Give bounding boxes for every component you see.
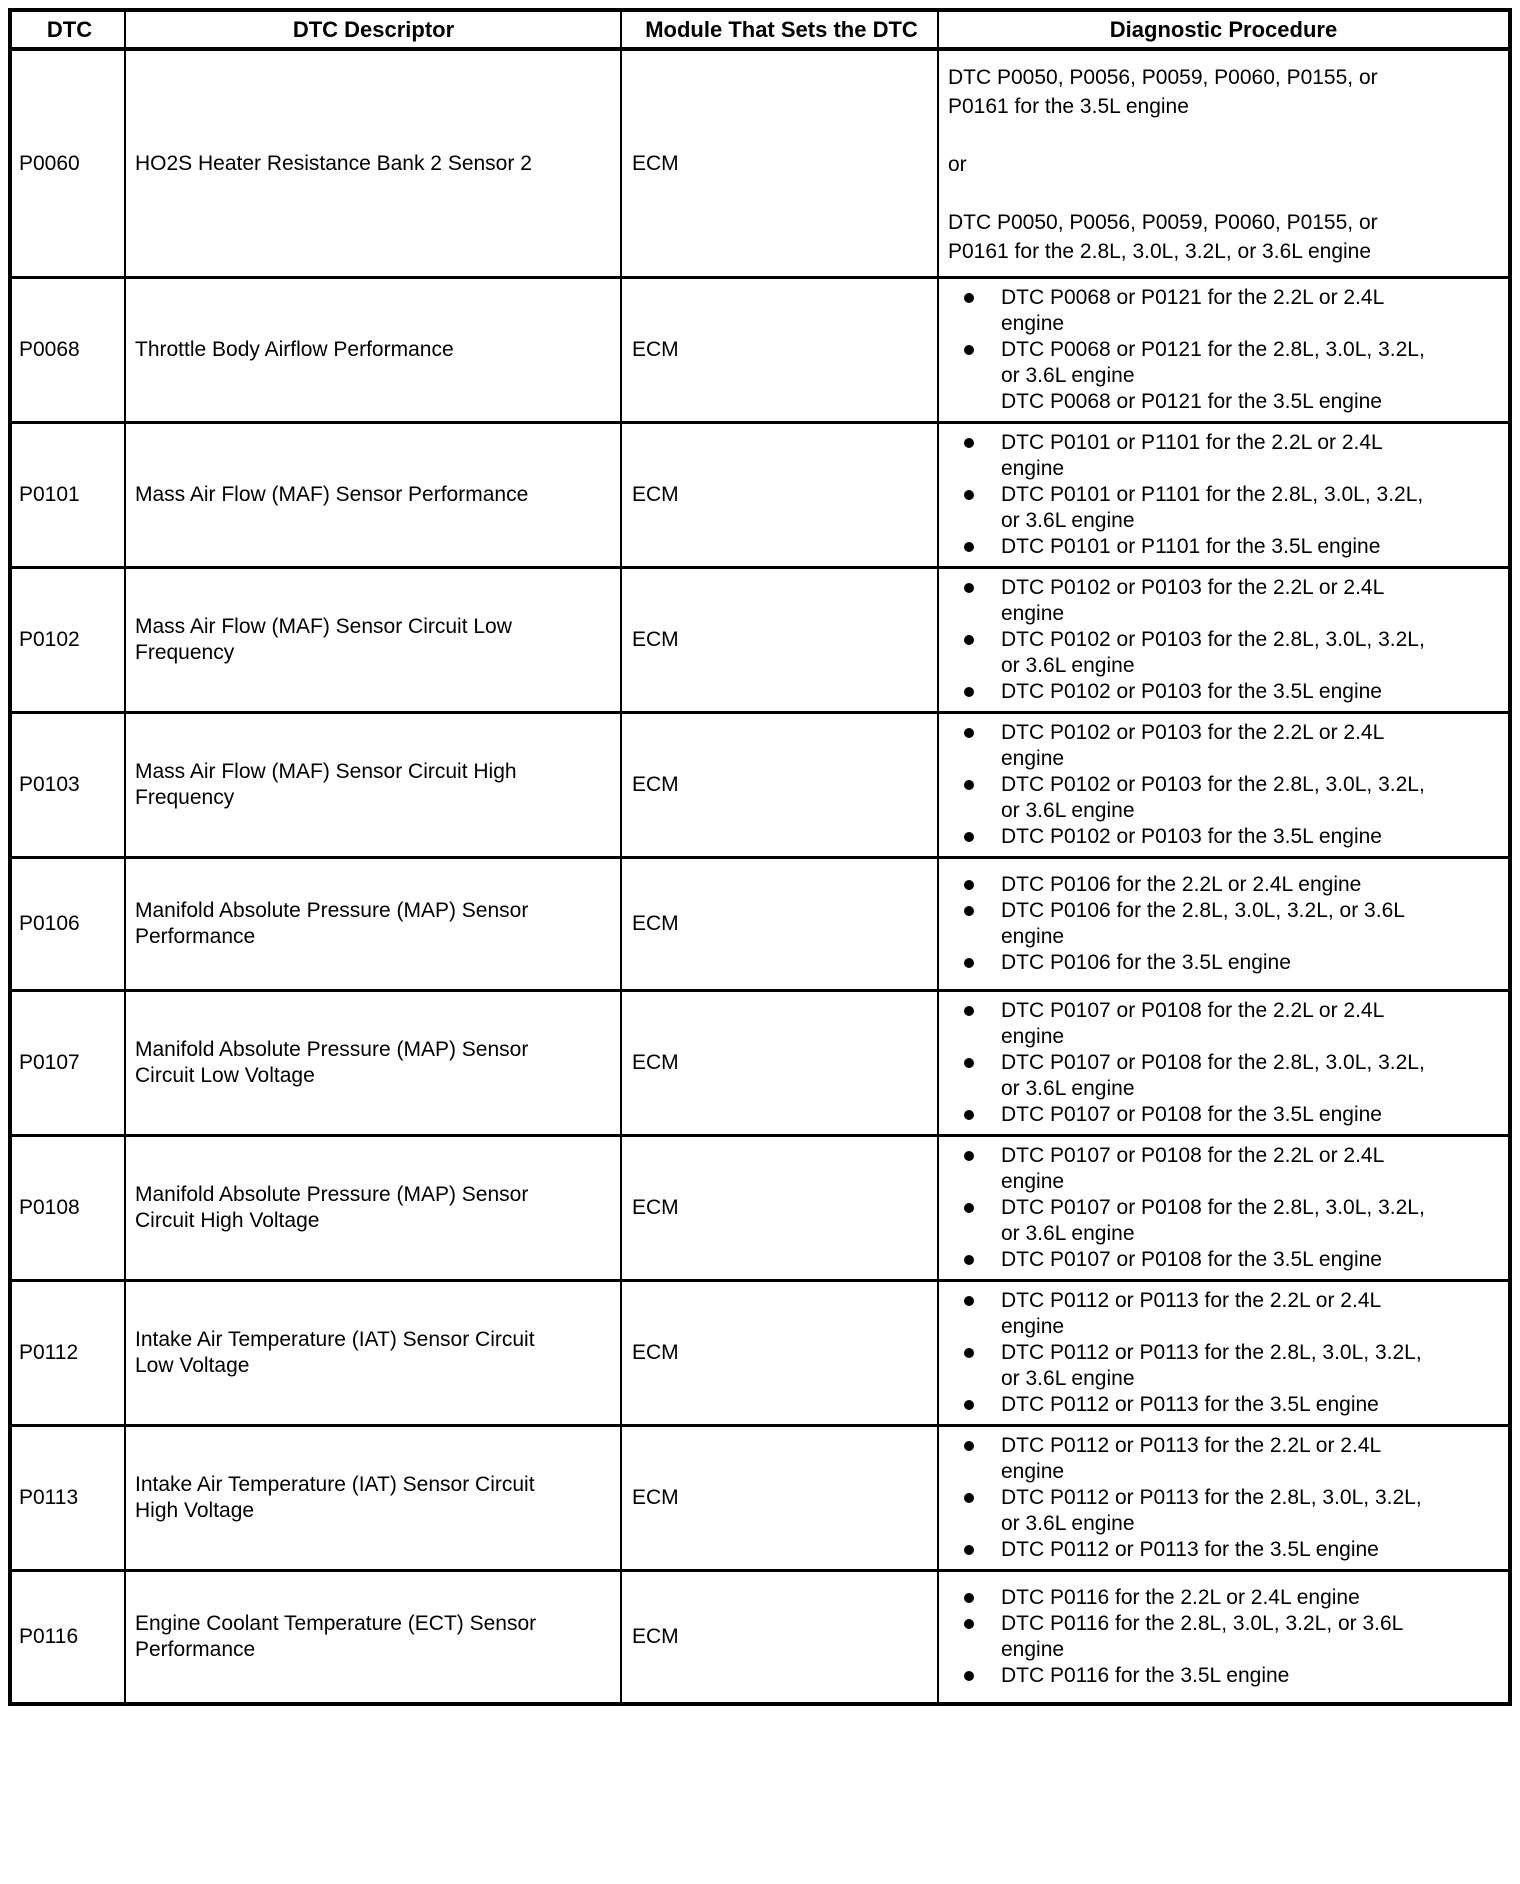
procedure-text: DTC P0112 or P0113 for the 3.5L engine xyxy=(1001,1393,1379,1416)
bullet-icon-wrap xyxy=(964,575,1001,627)
procedure-text: DTC P0101 or P1101 for the 2.2L or 2.4L engine xyxy=(1001,431,1382,480)
bullet-icon xyxy=(964,1400,974,1410)
diagnostic-procedure-cell xyxy=(939,1137,1508,1279)
procedure-item xyxy=(964,824,1500,850)
procedure-item xyxy=(964,482,1500,534)
procedure-text: DTC P0106 for the 2.8L, 3.0L, 3.2L, or 3.6L engine xyxy=(1001,899,1405,948)
bullet-icon xyxy=(964,780,974,790)
bullet-icon xyxy=(964,1058,974,1068)
bullet-icon xyxy=(964,880,974,890)
procedure-text: DTC P0116 for the 2.2L or 2.4L engine xyxy=(1001,1586,1360,1609)
procedure-item xyxy=(964,430,1500,482)
procedure-item xyxy=(964,679,1500,705)
procedure-item xyxy=(964,950,1500,976)
procedure-item xyxy=(964,720,1500,772)
bullet-icon xyxy=(964,1110,974,1120)
dtc-descriptor: Mass Air Flow (MAF) Sensor Circuit High Frequency xyxy=(135,760,517,809)
procedure-item xyxy=(964,627,1500,679)
module-name: ECM xyxy=(632,1625,679,1648)
bullet-icon xyxy=(964,542,974,552)
dtc-descriptor-cell xyxy=(126,51,622,276)
bullet-icon xyxy=(964,1348,974,1358)
dtc-descriptor: Mass Air Flow (MAF) Sensor Performance xyxy=(135,483,529,506)
bullet-icon xyxy=(964,345,974,355)
bullet-icon-wrap xyxy=(964,1485,1001,1537)
procedure-list xyxy=(939,424,1508,566)
bullet-icon-wrap xyxy=(964,534,1001,560)
bullet-icon xyxy=(964,1671,974,1681)
bullet-icon xyxy=(964,1493,974,1503)
dtc-code-cell xyxy=(12,1427,126,1569)
module-cell xyxy=(622,424,939,566)
dtc-code: P0107 xyxy=(19,1051,80,1074)
procedure-list xyxy=(939,1137,1508,1279)
dtc-descriptor: Intake Air Temperature (IAT) Sensor Circuit High Voltage xyxy=(135,1473,535,1522)
procedure-text: DTC P0102 or P0103 for the 3.5L engine xyxy=(1001,825,1382,848)
bullet-icon-wrap xyxy=(964,950,1001,976)
module-name: ECM xyxy=(632,628,679,651)
module-name: ECM xyxy=(632,1196,679,1219)
dtc-code: P0112 xyxy=(19,1341,79,1364)
bullet-icon-wrap xyxy=(964,1392,1001,1418)
procedure-text: DTC P0101 or P1101 for the 2.8L, 3.0L, 3.2L, or 3.6L engine xyxy=(1001,483,1424,532)
dtc-code: P0103 xyxy=(19,773,80,796)
dtc-code-cell xyxy=(12,569,126,711)
dtc-descriptor-cell xyxy=(126,1137,622,1279)
procedure-text: DTC P0068 or P0121 for the 2.2L or 2.4L engine xyxy=(1001,286,1384,335)
dtc-code-cell xyxy=(12,714,126,856)
dtc-descriptor-cell xyxy=(126,1572,622,1702)
table-body xyxy=(12,51,1508,1702)
header-procedure: Diagnostic Procedure xyxy=(1109,17,1338,42)
dtc-code-cell xyxy=(12,1572,126,1702)
module-name: ECM xyxy=(632,338,679,361)
dtc-descriptor-cell xyxy=(126,714,622,856)
procedure-list xyxy=(939,1427,1508,1569)
table-row xyxy=(12,856,1508,989)
bullet-icon xyxy=(964,635,974,645)
header-module: Module That Sets the DTC xyxy=(622,12,939,47)
procedure-item xyxy=(964,998,1500,1050)
procedure-item xyxy=(964,1585,1500,1611)
dtc-descriptor-cell xyxy=(126,1427,622,1569)
procedure-item xyxy=(964,389,1500,415)
dtc-descriptor-cell xyxy=(126,1282,622,1424)
table-row xyxy=(12,276,1508,421)
bullet-icon-wrap xyxy=(964,1195,1001,1247)
bullet-icon-wrap xyxy=(964,430,1001,482)
procedure-text: DTC P0068 or P0121 for the 3.5L engine xyxy=(1001,390,1382,413)
table-row xyxy=(12,989,1508,1134)
module-name: ECM xyxy=(632,1051,679,1074)
bullet-icon-wrap xyxy=(964,1050,1001,1102)
bullet-icon-wrap xyxy=(964,1433,1001,1485)
bullet-icon-wrap xyxy=(964,1288,1001,1340)
procedure-text: DTC P0112 or P0113 for the 2.2L or 2.4L engine xyxy=(1001,1434,1381,1483)
bullet-icon-wrap xyxy=(964,998,1001,1050)
bullet-icon-wrap xyxy=(964,1663,1001,1689)
procedure-item xyxy=(964,1611,1500,1663)
dtc-descriptor: Mass Air Flow (MAF) Sensor Circuit Low Frequency xyxy=(135,615,512,664)
dtc-descriptor: Throttle Body Airflow Performance xyxy=(135,338,454,361)
bullet-icon-wrap xyxy=(964,1247,1001,1273)
dtc-descriptor-cell xyxy=(126,569,622,711)
procedure-paragraph: DTC P0050, P0056, P0059, P0060, P0155, or P0161 for the 3.5L engine xyxy=(948,66,1378,118)
dtc-code: P0116 xyxy=(19,1625,79,1648)
dtc-code: P0113 xyxy=(19,1486,79,1509)
bullet-icon-wrap xyxy=(964,1102,1001,1128)
bullet-icon xyxy=(964,728,974,738)
bullet-icon xyxy=(964,1545,974,1555)
procedure-item xyxy=(964,1050,1500,1102)
procedure-item xyxy=(964,1340,1500,1392)
dtc-code-cell xyxy=(12,51,126,276)
module-cell xyxy=(622,714,939,856)
bullet-icon-wrap xyxy=(964,679,1001,705)
table-row xyxy=(12,1424,1508,1569)
procedure-text: DTC P0068 or P0121 for the 2.8L, 3.0L, 3.2L, or 3.6L engine xyxy=(1001,338,1425,387)
procedure-paragraph: or xyxy=(948,153,967,176)
bullet-icon xyxy=(964,438,974,448)
module-cell xyxy=(622,992,939,1134)
bullet-icon-wrap xyxy=(964,824,1001,850)
dtc-code: P0108 xyxy=(19,1196,80,1219)
bullet-icon-wrap xyxy=(964,1143,1001,1195)
dtc-descriptor-cell xyxy=(126,424,622,566)
dtc-descriptor-cell xyxy=(126,992,622,1134)
bullet-icon xyxy=(964,687,974,697)
procedure-item xyxy=(964,1288,1500,1340)
bullet-icon xyxy=(964,1296,974,1306)
bullet-icon xyxy=(964,832,974,842)
dtc-descriptor-cell xyxy=(126,279,622,421)
table-row xyxy=(12,711,1508,856)
procedure-text: DTC P0107 or P0108 for the 2.2L or 2.4L engine xyxy=(1001,1144,1384,1193)
procedure-text: DTC P0107 or P0108 for the 3.5L engine xyxy=(1001,1248,1382,1271)
dtc-code: P0060 xyxy=(19,151,80,175)
dtc-code-cell xyxy=(12,279,126,421)
table-header-row xyxy=(12,12,1508,51)
procedure-item xyxy=(964,898,1500,950)
bullet-icon xyxy=(964,1255,974,1265)
procedure-text: DTC P0107 or P0108 for the 2.8L, 3.0L, 3.2L, or 3.6L engine xyxy=(1001,1196,1425,1245)
bullet-icon-wrap xyxy=(964,720,1001,772)
diagnostic-procedure-cell xyxy=(939,569,1508,711)
dtc-code: P0102 xyxy=(19,628,80,651)
bullet-placeholder xyxy=(964,389,1001,415)
module-name: ECM xyxy=(632,1341,679,1364)
procedure-text: DTC P0102 or P0103 for the 3.5L engine xyxy=(1001,680,1382,703)
module-name: ECM xyxy=(632,151,679,175)
procedure-paragraphs xyxy=(939,51,1508,276)
procedure-item xyxy=(964,337,1500,389)
bullet-icon-wrap xyxy=(964,482,1001,534)
bullet-icon-wrap xyxy=(964,898,1001,950)
procedure-list xyxy=(939,1282,1508,1424)
procedure-item xyxy=(964,285,1500,337)
dtc-code-cell xyxy=(12,424,126,566)
procedure-text: DTC P0102 or P0103 for the 2.2L or 2.4L engine xyxy=(1001,721,1384,770)
bullet-icon-wrap xyxy=(964,285,1001,337)
diagnostic-procedure-cell xyxy=(939,51,1508,276)
diagnostic-procedure-cell xyxy=(939,1282,1508,1424)
header-dtc: DTC xyxy=(12,12,126,47)
bullet-icon xyxy=(964,293,974,303)
dtc-code: P0106 xyxy=(19,912,80,935)
dtc-descriptor: Manifold Absolute Pressure (MAP) Sensor Circuit Low Voltage xyxy=(135,1038,529,1087)
dtc-code-cell xyxy=(12,1282,126,1424)
bullet-icon xyxy=(964,583,974,593)
procedure-text: DTC P0106 for the 2.2L or 2.4L engine xyxy=(1001,873,1362,896)
procedure-text: DTC P0106 for the 3.5L engine xyxy=(1001,951,1291,974)
diagnostic-procedure-cell xyxy=(939,859,1508,989)
dtc-descriptor: HO2S Heater Resistance Bank 2 Sensor 2 xyxy=(135,151,532,175)
bullet-icon-wrap xyxy=(964,772,1001,824)
procedure-list xyxy=(939,1579,1508,1695)
procedure-text: DTC P0116 for the 2.8L, 3.0L, 3.2L, or 3.6L engine xyxy=(1001,1612,1403,1661)
dtc-descriptor: Manifold Absolute Pressure (MAP) Sensor Performance xyxy=(135,899,529,948)
procedure-item xyxy=(964,575,1500,627)
dtc-code-cell xyxy=(12,859,126,989)
procedure-item xyxy=(964,872,1500,898)
bullet-icon-wrap xyxy=(964,872,1001,898)
procedure-list xyxy=(939,992,1508,1134)
header-descriptor: DTC Descriptor xyxy=(126,12,622,47)
bullet-icon xyxy=(964,906,974,916)
table-row xyxy=(12,1279,1508,1424)
module-cell xyxy=(622,1282,939,1424)
module-cell xyxy=(622,1137,939,1279)
procedure-list xyxy=(939,714,1508,856)
diagnostic-procedure-cell xyxy=(939,992,1508,1134)
bullet-icon xyxy=(964,1203,974,1213)
table-row xyxy=(12,1569,1508,1702)
procedure-item xyxy=(964,1143,1500,1195)
procedure-item xyxy=(964,1433,1500,1485)
table-row xyxy=(12,421,1508,566)
procedure-item xyxy=(964,772,1500,824)
procedure-item xyxy=(964,534,1500,560)
bullet-icon xyxy=(964,1619,974,1629)
procedure-text: DTC P0101 or P1101 for the 3.5L engine xyxy=(1001,535,1381,558)
procedure-text: DTC P0116 for the 3.5L engine xyxy=(1001,1664,1290,1687)
module-name: ECM xyxy=(632,773,679,796)
dtc-descriptor: Engine Coolant Temperature (ECT) Sensor Performance xyxy=(135,1612,537,1661)
dtc-descriptor-cell xyxy=(126,859,622,989)
procedure-item xyxy=(964,1485,1500,1537)
bullet-icon-wrap xyxy=(964,1537,1001,1563)
bullet-icon-wrap xyxy=(964,1585,1001,1611)
procedure-text: DTC P0112 or P0113 for the 2.2L or 2.4L engine xyxy=(1001,1289,1381,1338)
dtc-code-cell xyxy=(12,992,126,1134)
procedure-text: DTC P0107 or P0108 for the 2.2L or 2.4L engine xyxy=(1001,999,1384,1048)
bullet-icon xyxy=(964,1441,974,1451)
dtc-descriptor: Intake Air Temperature (IAT) Sensor Circuit Low Voltage xyxy=(135,1328,535,1377)
procedure-text: DTC P0112 or P0113 for the 2.8L, 3.0L, 3.2L, or 3.6L engine xyxy=(1001,1341,1422,1390)
procedure-text: DTC P0102 or P0103 for the 2.8L, 3.0L, 3.2L, or 3.6L engine xyxy=(1001,773,1425,822)
bullet-icon xyxy=(964,1006,974,1016)
procedure-text: DTC P0112 or P0113 for the 3.5L engine xyxy=(1001,1538,1379,1561)
diagnostic-procedure-cell xyxy=(939,1572,1508,1702)
bullet-icon xyxy=(964,1593,974,1603)
dtc-code: P0068 xyxy=(19,338,80,361)
procedure-text: DTC P0102 or P0103 for the 2.2L or 2.4L engine xyxy=(1001,576,1384,625)
bullet-icon xyxy=(964,1151,974,1161)
table-row xyxy=(12,566,1508,711)
procedure-item xyxy=(964,1195,1500,1247)
procedure-text: DTC P0107 or P0108 for the 3.5L engine xyxy=(1001,1103,1382,1126)
bullet-icon xyxy=(964,958,974,968)
module-cell xyxy=(622,279,939,421)
procedure-text: DTC P0112 or P0113 for the 2.8L, 3.0L, 3.2L, or 3.6L engine xyxy=(1001,1486,1422,1535)
procedure-item xyxy=(964,1392,1500,1418)
table-row xyxy=(12,1134,1508,1279)
dtc-descriptor: Manifold Absolute Pressure (MAP) Sensor Circuit High Voltage xyxy=(135,1183,529,1232)
procedure-text: DTC P0107 or P0108 for the 2.8L, 3.0L, 3.2L, or 3.6L engine xyxy=(1001,1051,1425,1100)
procedure-item xyxy=(964,1537,1500,1563)
procedure-list xyxy=(939,279,1508,421)
procedure-item xyxy=(964,1663,1500,1689)
procedure-list xyxy=(939,866,1508,982)
module-cell xyxy=(622,51,939,276)
dtc-code-cell xyxy=(12,1137,126,1279)
module-name: ECM xyxy=(632,483,679,506)
bullet-icon xyxy=(964,490,974,500)
diagnostic-procedure-cell xyxy=(939,1427,1508,1569)
dtc-table xyxy=(8,8,1512,1706)
procedure-item xyxy=(964,1102,1500,1128)
diagnostic-procedure-cell xyxy=(939,714,1508,856)
dtc-code: P0101 xyxy=(19,483,80,506)
procedure-text: DTC P0102 or P0103 for the 2.8L, 3.0L, 3.2L, or 3.6L engine xyxy=(1001,628,1425,677)
bullet-icon-wrap xyxy=(964,627,1001,679)
bullet-icon-wrap xyxy=(964,1340,1001,1392)
bullet-icon-wrap xyxy=(964,1611,1001,1663)
diagnostic-procedure-cell xyxy=(939,279,1508,421)
module-name: ECM xyxy=(632,912,679,935)
procedure-list xyxy=(939,569,1508,711)
procedure-paragraph: DTC P0050, P0056, P0059, P0060, P0155, or P0161 for the 2.8L, 3.0L, 3.2L, or 3.6L engine xyxy=(948,211,1378,263)
bullet-icon-wrap xyxy=(964,337,1001,389)
module-cell xyxy=(622,1427,939,1569)
module-cell xyxy=(622,569,939,711)
table-row xyxy=(12,51,1508,276)
procedure-item xyxy=(964,1247,1500,1273)
module-cell xyxy=(622,1572,939,1702)
module-name: ECM xyxy=(632,1486,679,1509)
module-cell xyxy=(622,859,939,989)
diagnostic-procedure-cell xyxy=(939,424,1508,566)
